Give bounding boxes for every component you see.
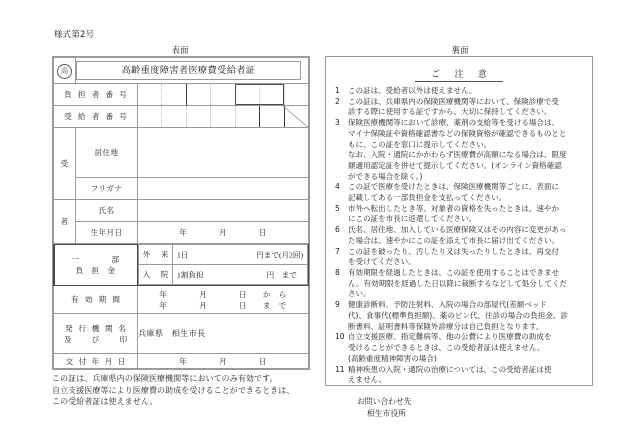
notice-line: 額適用認定証を併せて提示してください。(オンライン資格確認 xyxy=(348,160,562,170)
issuer-label-line1: 発 行 機 関 名 xyxy=(65,323,128,333)
certificate-title: 高齢重度障害者医療費受給者証 xyxy=(76,61,301,80)
residence-row xyxy=(54,128,309,178)
notice-line: さい。 xyxy=(348,289,371,299)
notice-line: 代)、食事代(標準負担額)、薬のビン代、往診の場合の負担金、診 xyxy=(348,310,568,320)
payer-digit-cell[interactable] xyxy=(285,84,308,105)
seal-cell xyxy=(54,58,76,84)
notice-line: 健康診断料、予防注射料、入院の場合の部屋代(差額ベッド xyxy=(348,300,547,310)
outpatient-row xyxy=(139,245,308,265)
certificate-title-cell xyxy=(76,58,309,84)
valid-period-to: 年 月 日 ま で xyxy=(159,300,287,310)
notice-item xyxy=(335,118,583,182)
notice-item xyxy=(335,86,583,97)
valid-period-from: 年 月 日 か ら xyxy=(159,289,287,299)
recipient-digit-cell[interactable] xyxy=(211,106,235,127)
notice-number: 1 xyxy=(335,86,340,95)
notice-line: た場合は、速やかにこの証を添えて市長に届け出てください。 xyxy=(348,235,560,245)
issuer-row xyxy=(54,314,309,354)
notice-line: この証は、受給者以外は使えません。 xyxy=(348,86,477,95)
valid-period-row xyxy=(54,286,309,314)
outpatient-label: 外 来 xyxy=(139,245,173,265)
circle-seal-icon: 高 xyxy=(57,64,72,79)
residence-value[interactable] xyxy=(138,128,309,178)
notice-number: 4 xyxy=(335,182,340,192)
notice-item xyxy=(335,365,583,386)
front-footnote-line-1: この証は、兵庫県内の保険医療機関等においてのみ有効です。 xyxy=(52,374,278,383)
payer-digit-cell[interactable] xyxy=(236,84,260,105)
notice-line: この証を破ったり、汚したり又は失ったりしたときは、再交付 xyxy=(348,246,560,256)
front-side-caption: 表面 xyxy=(171,46,189,56)
notice-number: 3 xyxy=(335,118,340,128)
inpatient-value-right: 円 まで xyxy=(266,270,297,279)
notice-number: 6 xyxy=(335,225,340,235)
issue-date-label: 交 付 年 月 日 xyxy=(54,354,138,369)
payer-number-cells xyxy=(138,84,309,106)
notice-line: 市外へ転出したとき等、対象者の資格を失ったときは、速やか xyxy=(348,203,560,213)
recipient-vertical-char-2: 者 xyxy=(54,200,76,244)
recipient-digit-cell[interactable] xyxy=(187,106,211,127)
notice-item xyxy=(335,268,583,300)
notice-line: 有効期限を経過したときは、この証を使用することはできませ xyxy=(348,268,560,278)
front-footnote xyxy=(52,373,324,408)
notice-text xyxy=(348,247,583,268)
payer-digit-cell[interactable] xyxy=(187,84,211,105)
notice-number: 9 xyxy=(335,300,340,310)
back-side-panel xyxy=(325,56,593,418)
notice-text xyxy=(348,86,583,97)
notice-heading: ご注意 xyxy=(415,67,504,82)
contact-office: 相生市役所 xyxy=(367,408,406,418)
recipient-digit-cell[interactable] xyxy=(236,106,260,127)
notice-number xyxy=(335,354,348,365)
outpatient-value-left: 1日 xyxy=(177,250,189,259)
copay-detail-cell xyxy=(138,244,309,286)
recipient-digit-cell[interactable] xyxy=(138,106,162,127)
name-row xyxy=(54,200,309,222)
notice-item xyxy=(335,204,583,225)
recipient-number-row xyxy=(54,106,309,128)
contact-label: お問い合わせ先 xyxy=(357,397,412,406)
recipient-number-cells xyxy=(138,106,309,128)
notice-number: 8 xyxy=(335,268,340,278)
payer-number-label: 負 担 者 番 号 xyxy=(54,84,138,106)
notice-text xyxy=(348,268,583,300)
furigana-value[interactable] xyxy=(138,178,309,200)
payer-digit-cell[interactable] xyxy=(162,84,186,105)
issuer-label xyxy=(54,314,138,354)
notice-line: 断書料、証明書料等保険外診療分は自己負担となります。 xyxy=(348,321,544,331)
notice-number: 2 xyxy=(335,96,340,106)
notice-line: もに、この証を窓口に提示してください。 xyxy=(348,139,492,149)
notice-item xyxy=(335,332,583,353)
notice-text xyxy=(348,204,583,225)
birthdate-label: 生年月日 xyxy=(76,222,138,244)
notice-text xyxy=(348,300,583,332)
recipient-check-digit-cell[interactable] xyxy=(285,106,308,127)
payer-digit-cell[interactable] xyxy=(260,84,284,105)
notice-line: えません。 xyxy=(348,375,387,385)
issuer-value[interactable]: 兵庫県 相生市長 xyxy=(138,314,309,354)
payer-digit-cell[interactable] xyxy=(138,84,162,105)
notice-number: 5 xyxy=(335,203,340,213)
certificate-title-row xyxy=(54,58,309,84)
notice-line: 自立支援医療、指定難病等、他の公費により医療費の助成を xyxy=(348,332,552,342)
inpatient-value-left: 1割負担 xyxy=(177,270,204,279)
inpatient-label: 入 院 xyxy=(139,265,173,285)
notice-number: 7 xyxy=(335,246,340,256)
inpatient-row xyxy=(139,265,308,285)
notice-text xyxy=(348,118,583,182)
outpatient-value[interactable] xyxy=(173,245,308,265)
back-side-caption: 裏面 xyxy=(451,46,469,56)
recipient-number-grid xyxy=(138,106,308,127)
notice-item xyxy=(335,182,583,203)
form-number-label: 様式第2号 xyxy=(54,30,95,40)
notice-text xyxy=(348,332,583,353)
payer-number-row xyxy=(54,84,309,106)
inpatient-value[interactable] xyxy=(173,265,308,285)
notice-line: この証で医療を受けたときは、保険医療機関等ごとに、表面に xyxy=(348,182,560,192)
notice-number: 11 xyxy=(335,364,345,374)
notice-text xyxy=(348,97,583,118)
recipient-digit-cell[interactable] xyxy=(260,106,284,127)
notice-line: (高齢重度精神障害の場合) xyxy=(348,353,437,363)
certificate-front-table xyxy=(53,57,309,369)
notice-item xyxy=(335,300,583,332)
front-footnote-line-2: 自立支援医療等により医療費の助成を受けることができるときは、 xyxy=(52,385,295,395)
contact-block xyxy=(335,396,583,419)
notice-item xyxy=(335,97,583,118)
issuer-label-line2: 及 び 印 xyxy=(63,334,129,344)
notice-line: にこの証を市長に返還してください。 xyxy=(348,214,477,224)
outpatient-value-right: 円まで(月2回) xyxy=(256,250,303,259)
recipient-digit-cell[interactable] xyxy=(162,106,186,127)
notice-heading-wrap xyxy=(335,64,583,86)
front-side-panel xyxy=(52,56,310,370)
copay-label-line1: 一 部 xyxy=(71,254,120,264)
notice-subheading xyxy=(348,354,583,365)
name-value[interactable] xyxy=(138,200,309,222)
valid-period-value[interactable] xyxy=(138,286,309,314)
notice-line: 保険医療機関等において診療、薬剤の支給等を受ける場合は、 xyxy=(348,118,560,128)
notice-line: 診する際に使用する証ですから、大切に保持してください。 xyxy=(348,107,552,117)
notice-line: なお、入院・通院にかかわらず医療費が高額になる場合は、限度 xyxy=(348,150,567,160)
notice-item xyxy=(335,247,583,268)
notice-subheading-item xyxy=(335,354,583,365)
issue-date-value[interactable]: 年 月 日 xyxy=(138,354,309,369)
valid-period-label: 有 効 期 間 xyxy=(54,286,138,314)
notice-list xyxy=(335,86,583,386)
notice-item xyxy=(335,225,583,246)
copay-row xyxy=(54,244,309,286)
notice-line: 記載してある一部負担金を支払ってください。 xyxy=(348,192,507,202)
birthdate-value[interactable]: 年 月 日 xyxy=(138,222,309,244)
notice-line: マイナ保険証や資格確認書などの保険資格が確認できるものとと xyxy=(348,128,567,138)
notice-number: 10 xyxy=(335,332,345,342)
notice-line: を受けてください。 xyxy=(348,257,416,267)
payer-digit-cell[interactable] xyxy=(211,84,235,105)
copay-label-line2: 負 担 金 xyxy=(75,265,116,275)
notice-line: 氏名、居住地、加入している医療保険又はその内容に変更があっ xyxy=(348,225,567,235)
payer-number-grid xyxy=(138,84,308,105)
copay-sub-table xyxy=(138,244,308,285)
copay-label xyxy=(54,244,138,286)
recipient-vertical-char-1: 受 xyxy=(54,128,76,200)
notice-line: ん。有効期限を経過した日以降に裁断するなどして処分してくだ xyxy=(348,278,568,288)
furigana-label: フリガナ xyxy=(76,178,138,200)
notice-text xyxy=(348,365,583,386)
issue-date-row xyxy=(54,354,309,369)
notice-text xyxy=(348,182,583,203)
notice-line: ができる場合を除く。) xyxy=(348,171,423,181)
recipient-number-label: 受 給 者 番 号 xyxy=(54,106,138,128)
birthdate-row xyxy=(54,222,309,244)
residence-label: 居住地 xyxy=(76,128,138,178)
notice-container xyxy=(326,57,592,425)
notice-text xyxy=(348,225,583,246)
name-label: 氏名 xyxy=(76,200,138,222)
notice-line: 受けることができるときは、この受給者証は使えません。 xyxy=(348,343,545,353)
notice-line: 精神疾患の入院・通院の治療については、この受給者証は使 xyxy=(348,364,552,374)
notice-line: この証は、兵庫県内の保険医療機関等において、保険診療で受 xyxy=(348,96,559,106)
furigana-row xyxy=(54,178,309,200)
front-footnote-line-3: この受給者証は使えません。 xyxy=(52,397,158,407)
